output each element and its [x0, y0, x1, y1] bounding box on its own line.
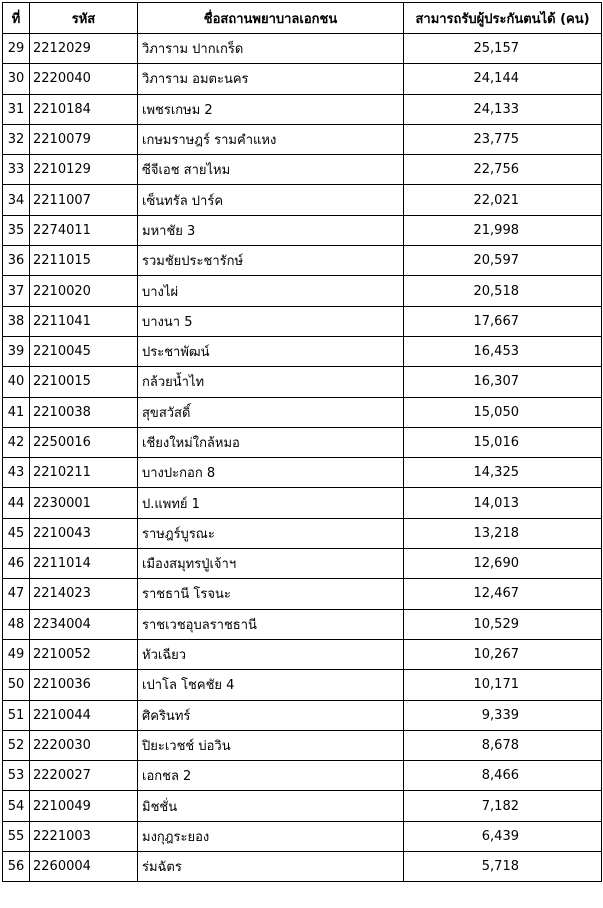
hospital-name: มงกุฎระยอง [138, 821, 404, 851]
table-row [3, 124, 602, 154]
capacity-value: 10,267 [404, 639, 602, 669]
hospital-code: 2221003 [30, 821, 138, 851]
capacity-value: 16,307 [404, 367, 602, 397]
hospital-code: 2210020 [30, 276, 138, 306]
capacity-value: 12,690 [404, 549, 602, 579]
row-number: 49 [3, 639, 30, 669]
capacity-value: 5,718 [404, 852, 602, 882]
row-number: 38 [3, 306, 30, 336]
capacity-value: 24,144 [404, 64, 602, 94]
capacity-value: 9,339 [404, 700, 602, 730]
hospital-code: 2230001 [30, 488, 138, 518]
hospital-name: ราชธานี โรจนะ [138, 579, 404, 609]
capacity-value: 20,518 [404, 276, 602, 306]
row-number: 29 [3, 34, 30, 64]
hospital-name: ป.แพทย์ 1 [138, 488, 404, 518]
table-row [3, 336, 602, 366]
row-number: 37 [3, 276, 30, 306]
hospital-name: เพชรเกษม 2 [138, 94, 404, 124]
table-row [3, 549, 602, 579]
table-row [3, 488, 602, 518]
row-number: 31 [3, 94, 30, 124]
table-row [3, 276, 602, 306]
hospital-name: ซีจีเอช สายไหม [138, 155, 404, 185]
hospital-name: กล้วยน้ำไท [138, 367, 404, 397]
row-number: 51 [3, 700, 30, 730]
hospital-name: บางปะกอก 8 [138, 458, 404, 488]
row-number: 30 [3, 64, 30, 94]
hospital-code: 2212029 [30, 34, 138, 64]
capacity-value: 21,998 [404, 215, 602, 245]
hospital-code: 2210015 [30, 367, 138, 397]
capacity-value: 25,157 [404, 34, 602, 64]
table-row [3, 639, 602, 669]
row-number: 56 [3, 852, 30, 882]
table-row [3, 397, 602, 427]
row-number: 48 [3, 609, 30, 639]
hospital-code: 2260004 [30, 852, 138, 882]
hospital-code: 2210045 [30, 336, 138, 366]
capacity-value: 14,325 [404, 458, 602, 488]
capacity-value: 6,439 [404, 821, 602, 851]
capacity-value: 17,667 [404, 306, 602, 336]
hospital-code: 2210079 [30, 124, 138, 154]
row-number: 42 [3, 427, 30, 457]
table-header [3, 3, 602, 34]
hospital-name: ประชาพัฒน์ [138, 336, 404, 366]
hospital-code: 2210184 [30, 94, 138, 124]
header-code: รหัส [30, 3, 138, 34]
hospital-code: 2220030 [30, 730, 138, 760]
hospital-code: 2210129 [30, 155, 138, 185]
capacity-value: 12,467 [404, 579, 602, 609]
hospital-code: 2210043 [30, 518, 138, 548]
row-number: 40 [3, 367, 30, 397]
hospital-name: ราชเวชอุบลราชธานี [138, 609, 404, 639]
table-row [3, 670, 602, 700]
capacity-value: 20,597 [404, 246, 602, 276]
hospital-name: หัวเฉียว [138, 639, 404, 669]
hospital-code: 2211014 [30, 549, 138, 579]
row-number: 34 [3, 185, 30, 215]
hospital-code: 2211015 [30, 246, 138, 276]
row-number: 53 [3, 761, 30, 791]
hospital-code: 2220040 [30, 64, 138, 94]
hospital-capacity-table [2, 2, 602, 882]
hospital-name: บางนา 5 [138, 306, 404, 336]
hospital-code: 2210038 [30, 397, 138, 427]
table-row [3, 852, 602, 882]
hospital-code: 2220027 [30, 761, 138, 791]
row-number: 39 [3, 336, 30, 366]
hospital-name: เชียงใหม่ใกล้หมอ [138, 427, 404, 457]
table-row [3, 367, 602, 397]
row-number: 41 [3, 397, 30, 427]
hospital-name: สุขสวัสดิ์ [138, 397, 404, 427]
hospital-name: มิชชั่น [138, 791, 404, 821]
capacity-value: 22,021 [404, 185, 602, 215]
hospital-code: 2210044 [30, 700, 138, 730]
capacity-value: 8,678 [404, 730, 602, 760]
capacity-value: 16,453 [404, 336, 602, 366]
hospital-code: 2250016 [30, 427, 138, 457]
row-number: 47 [3, 579, 30, 609]
capacity-value: 15,050 [404, 397, 602, 427]
row-number: 35 [3, 215, 30, 245]
row-number: 32 [3, 124, 30, 154]
hospital-name: วิภาราม ปากเกร็ด [138, 34, 404, 64]
hospital-code: 2210049 [30, 791, 138, 821]
table-row [3, 518, 602, 548]
row-number: 43 [3, 458, 30, 488]
capacity-value: 15,016 [404, 427, 602, 457]
hospital-name: ปิยะเวชช์ บ่อวิน [138, 730, 404, 760]
table-body [3, 34, 602, 882]
row-number: 46 [3, 549, 30, 579]
table-row [3, 700, 602, 730]
hospital-name: ศิครินทร์ [138, 700, 404, 730]
header-no: ที่ [3, 3, 30, 34]
hospital-name: เซ็นทรัล ปาร์ค [138, 185, 404, 215]
hospital-code: 2210211 [30, 458, 138, 488]
row-number: 45 [3, 518, 30, 548]
table-row [3, 791, 602, 821]
hospital-name: เกษมราษฎร์ รามคำแหง [138, 124, 404, 154]
table-row [3, 458, 602, 488]
capacity-value: 24,133 [404, 94, 602, 124]
hospital-name: เปาโล โชคชัย 4 [138, 670, 404, 700]
hospital-code: 2274011 [30, 215, 138, 245]
capacity-value: 7,182 [404, 791, 602, 821]
hospital-name: วิภาราม อมตะนคร [138, 64, 404, 94]
hospital-name: ราษฎร์บูรณะ [138, 518, 404, 548]
hospital-name: บางไผ่ [138, 276, 404, 306]
table-row [3, 427, 602, 457]
hospital-name: รวมชัยประชารักษ์ [138, 246, 404, 276]
hospital-name: ร่มฉัตร [138, 852, 404, 882]
table-row [3, 821, 602, 851]
hospital-code: 2211007 [30, 185, 138, 215]
hospital-name: เมืองสมุทรปู่เจ้าฯ [138, 549, 404, 579]
table-row [3, 185, 602, 215]
table-row [3, 246, 602, 276]
header-row [3, 3, 602, 34]
hospital-code: 2234004 [30, 609, 138, 639]
table-row [3, 64, 602, 94]
capacity-value: 23,775 [404, 124, 602, 154]
table-row [3, 730, 602, 760]
hospital-name: เอกชล 2 [138, 761, 404, 791]
hospital-code: 2210036 [30, 670, 138, 700]
row-number: 33 [3, 155, 30, 185]
table-row [3, 579, 602, 609]
header-name: ชื่อสถานพยาบาลเอกชน [138, 3, 404, 34]
table-row [3, 306, 602, 336]
row-number: 54 [3, 791, 30, 821]
hospital-name: มหาชัย 3 [138, 215, 404, 245]
table-row [3, 34, 602, 64]
hospital-code: 2211041 [30, 306, 138, 336]
table-row [3, 155, 602, 185]
row-number: 36 [3, 246, 30, 276]
capacity-value: 13,218 [404, 518, 602, 548]
capacity-value: 10,529 [404, 609, 602, 639]
table-row [3, 94, 602, 124]
header-capacity: สามารถรับผู้ประกันตนได้ (คน) [404, 3, 602, 34]
hospital-code: 2214023 [30, 579, 138, 609]
table-row [3, 215, 602, 245]
table-row [3, 761, 602, 791]
hospital-code: 2210052 [30, 639, 138, 669]
row-number: 55 [3, 821, 30, 851]
capacity-value: 14,013 [404, 488, 602, 518]
capacity-value: 22,756 [404, 155, 602, 185]
row-number: 44 [3, 488, 30, 518]
table-row [3, 609, 602, 639]
capacity-value: 8,466 [404, 761, 602, 791]
row-number: 52 [3, 730, 30, 760]
row-number: 50 [3, 670, 30, 700]
capacity-value: 10,171 [404, 670, 602, 700]
